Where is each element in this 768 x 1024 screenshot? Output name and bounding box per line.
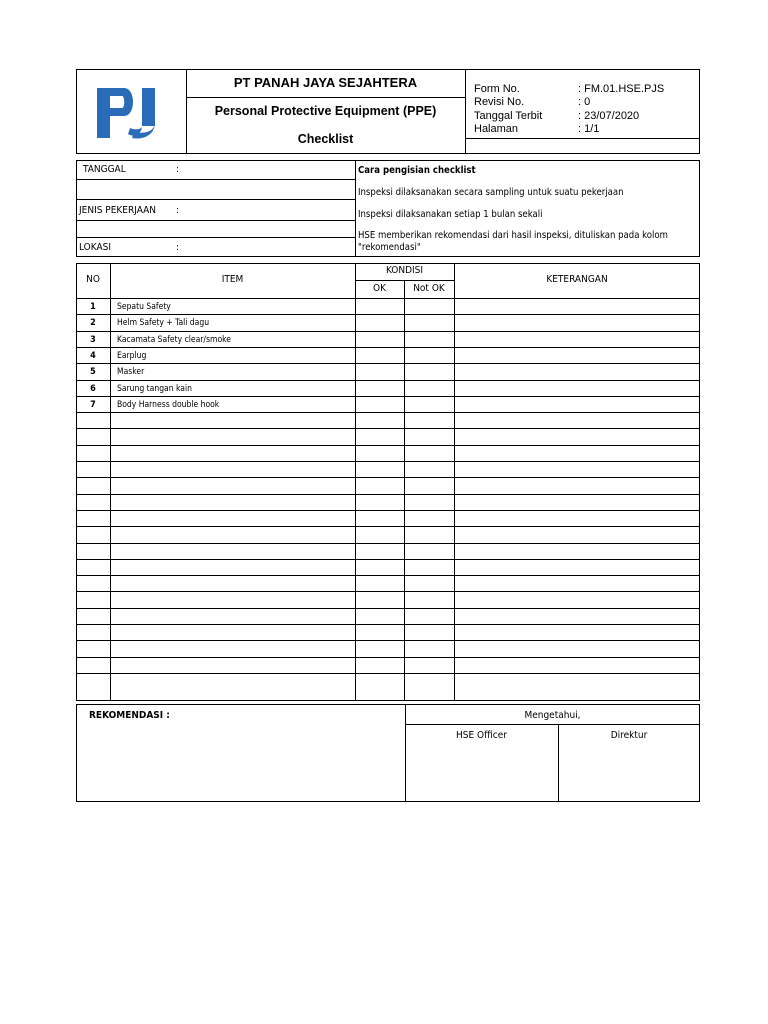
keterangan-cell[interactable] [455,348,699,363]
row-item: Sepatu Safety [117,302,171,312]
instruction-2: Inspeksi dilaksanakan setiap 1 bulan sekali [358,209,543,220]
not-ok-cell[interactable] [405,576,454,591]
tanggal-field[interactable] [186,161,354,178]
row-item: Masker [117,367,145,378]
instructions-title: Cara pengisian checklist [358,165,476,176]
ok-cell[interactable] [356,495,404,510]
keterangan-cell[interactable] [455,364,699,379]
not-ok-cell[interactable] [405,299,454,314]
row-number: 6 [90,383,96,394]
ok-cell[interactable] [356,315,404,330]
not-ok-cell[interactable] [405,592,454,607]
instruction-3-line-1: HSE memberikan rekomendasi dari hasil inspeksi, dituliskan pada kolom [358,230,668,241]
keterangan-cell[interactable] [455,478,699,493]
ok-cell[interactable] [356,544,404,559]
ok-cell[interactable] [356,560,404,575]
keterangan-cell[interactable] [455,381,699,396]
ok-cell[interactable] [356,462,404,477]
not-ok-cell[interactable] [405,609,454,624]
ok-cell[interactable] [356,674,404,689]
ok-cell[interactable] [356,478,404,493]
keterangan-cell[interactable] [455,299,699,314]
ok-cell[interactable] [356,429,404,444]
keterangan-cell[interactable] [455,332,699,347]
not-ok-cell[interactable] [405,381,454,396]
not-ok-cell[interactable] [405,625,454,640]
keterangan-cell[interactable] [455,625,699,640]
instruction-1: Inspeksi dilaksanakan secara sampling untuk suatu pekerjaan [358,187,624,198]
keterangan-cell[interactable] [455,560,699,575]
keterangan-cell[interactable] [455,413,699,428]
row-number: 1 [90,302,96,312]
row-number: 2 [90,318,96,329]
not-ok-cell[interactable] [405,527,454,542]
column-header-no: NO [86,274,100,285]
keterangan-cell[interactable] [455,446,699,461]
jenis-pekerjaan-field[interactable] [186,200,354,219]
lokasi-field[interactable] [186,238,354,256]
not-ok-cell[interactable] [405,560,454,575]
meta-label-revisi: Revisi No. [474,96,525,108]
ok-cell[interactable] [356,364,404,379]
keterangan-cell[interactable] [455,658,699,673]
keterangan-cell[interactable] [455,462,699,477]
column-header-not-ok: Not OK [413,283,445,294]
row-item: Kacamata Safety clear/smoke [117,334,231,345]
keterangan-cell[interactable] [455,641,699,656]
meta-value-tanggal-terbit: : 23/07/2020 [578,110,640,122]
row-number: 7 [90,399,96,410]
ok-cell[interactable] [356,527,404,542]
lokasi-colon: : [176,242,180,253]
ok-cell[interactable] [356,446,404,461]
document-subtitle: Checklist [297,132,354,146]
keterangan-cell[interactable] [455,592,699,607]
keterangan-cell[interactable] [455,674,699,689]
column-header-ok: OK [373,283,386,294]
keterangan-cell[interactable] [455,429,699,444]
ok-cell[interactable] [356,299,404,314]
not-ok-cell[interactable] [405,544,454,559]
rekomendasi-label: REKOMENDASI : [89,710,170,721]
not-ok-cell[interactable] [405,413,454,428]
ok-cell[interactable] [356,592,404,607]
meta-label-halaman: Halaman [474,123,519,135]
keterangan-cell[interactable] [455,495,699,510]
hse-officer-signature-field[interactable] [406,745,557,801]
keterangan-cell[interactable] [455,544,699,559]
row-number: 4 [90,350,96,361]
row-number: 5 [90,367,96,378]
direktur-signature-field[interactable] [559,745,699,801]
rekomendasi-field[interactable] [77,725,404,801]
not-ok-cell[interactable] [405,462,454,477]
ok-cell[interactable] [356,348,404,363]
jenis-pekerjaan-label: JENIS PEKERJAAN [79,205,157,216]
row-number: 3 [90,334,96,345]
ok-cell[interactable] [356,576,404,591]
company-logo [94,84,168,142]
ok-cell[interactable] [356,609,404,624]
not-ok-cell[interactable] [405,364,454,379]
not-ok-cell[interactable] [405,429,454,444]
ok-cell[interactable] [356,658,404,673]
keterangan-cell[interactable] [455,576,699,591]
not-ok-cell[interactable] [405,511,454,526]
not-ok-cell[interactable] [405,495,454,510]
not-ok-cell[interactable] [405,397,454,412]
meta-label-form-no: Form No. [474,83,520,95]
meta-label-tanggal-terbit: Tanggal Terbit [474,110,543,122]
ok-cell[interactable] [356,381,404,396]
ok-cell[interactable] [356,332,404,347]
row-item: Helm Safety + Tali dagu [117,318,210,329]
ok-cell[interactable] [356,397,404,412]
row-item: Sarung tangan kain [117,383,192,394]
ok-cell[interactable] [356,511,404,526]
not-ok-cell[interactable] [405,315,454,330]
meta-value-halaman: : 1/1 [578,123,600,135]
not-ok-cell[interactable] [405,332,454,347]
ok-cell[interactable] [356,625,404,640]
not-ok-cell[interactable] [405,348,454,363]
document-title: Personal Protective Equipment (PPE) [214,104,437,118]
jenis-pekerjaan-colon: : [176,205,180,216]
keterangan-cell[interactable] [455,527,699,542]
ok-cell[interactable] [356,641,404,656]
keterangan-cell[interactable] [455,315,699,330]
company-name: PT PANAH JAYA SEJAHTERA [233,75,418,90]
column-header-item: ITEM [221,274,244,285]
column-header-keterangan: KETERANGAN [546,274,608,285]
instruction-3-line-2: "rekomendasi" [358,242,421,253]
direktur-label: Direktur [610,730,648,741]
not-ok-cell[interactable] [405,478,454,493]
tanggal-colon: : [176,164,180,175]
meta-value-revisi: : 0 [578,96,591,108]
keterangan-cell[interactable] [455,511,699,526]
ok-cell[interactable] [356,413,404,428]
meta-value-form-no: : FM.01.HSE.PJS [578,83,665,95]
not-ok-cell[interactable] [405,658,454,673]
keterangan-cell[interactable] [455,397,699,412]
hse-officer-label: HSE Officer [456,730,507,741]
lokasi-label: LOKASI [79,242,111,253]
column-header-kondisi: KONDISI [385,265,424,276]
tanggal-label: TANGGAL [83,164,126,175]
mengetahui-label: Mengetahui, [524,710,581,721]
not-ok-cell[interactable] [405,446,454,461]
not-ok-cell[interactable] [405,641,454,656]
row-item: Body Harness double hook [117,399,220,410]
not-ok-cell[interactable] [405,674,454,689]
row-item: Earplug [117,350,147,361]
keterangan-cell[interactable] [455,609,699,624]
